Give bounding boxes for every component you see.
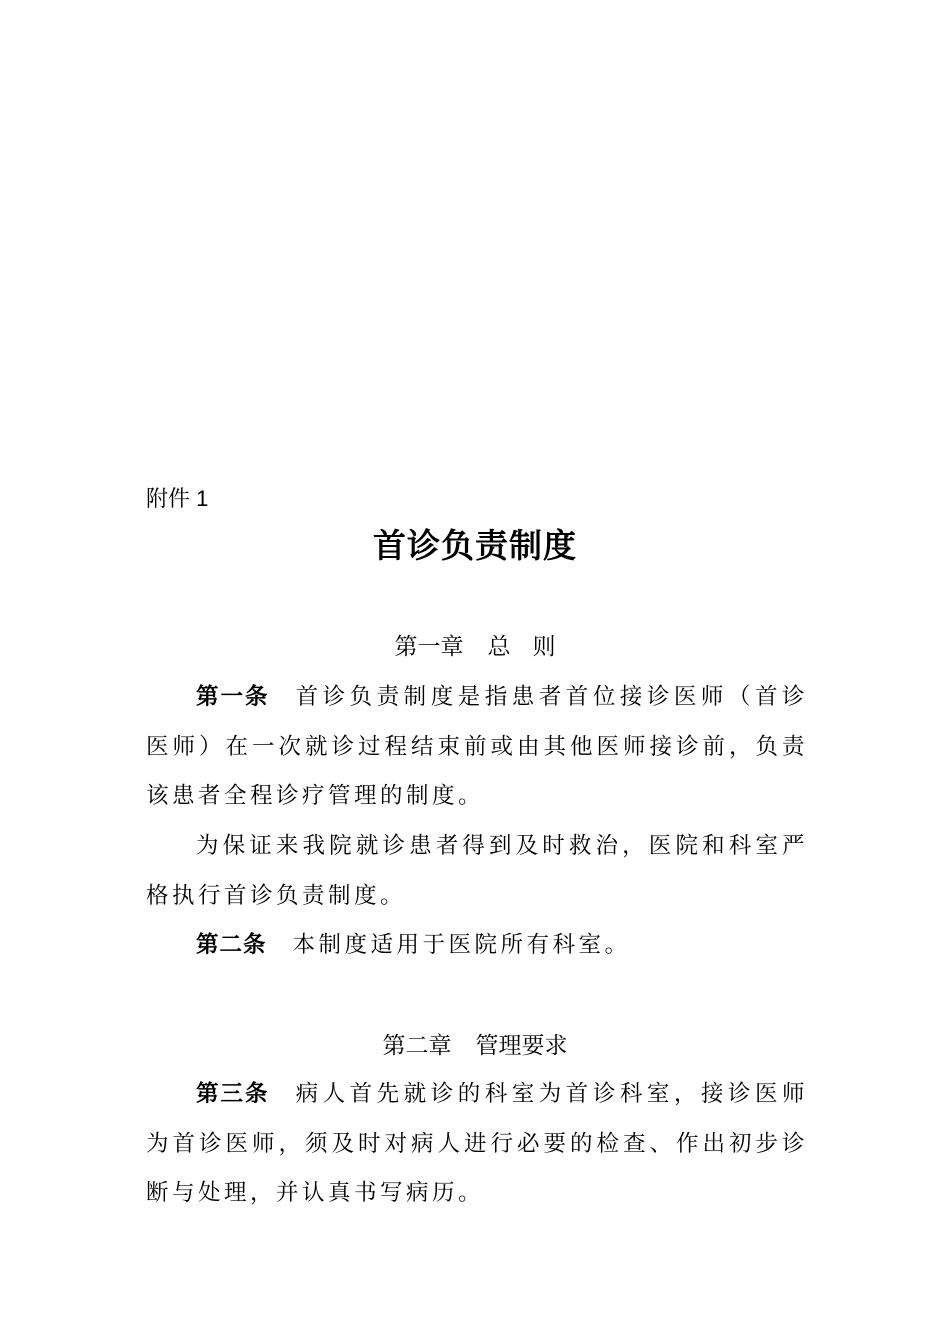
chapter-2-heading bbox=[0, 1030, 950, 1062]
article-3-paragraph bbox=[146, 1070, 808, 1219]
article-3-text: 病人首先就诊的科室为首诊科室，接诊医师为首诊医师，须及时对病人进行必要的检查、作出初步诊断与处理，并认真书写病历。 bbox=[146, 1081, 808, 1206]
chapter-1-title-char-2: 则 bbox=[532, 634, 556, 660]
article-2-number: 第二条 bbox=[196, 932, 267, 958]
article-3-number: 第三条 bbox=[196, 1081, 270, 1107]
chapter-1-heading bbox=[0, 631, 950, 663]
article-2-text: 本制度适用于医院所有科室。 bbox=[292, 932, 631, 958]
chapter-2-title: 管理要求 bbox=[475, 1033, 568, 1059]
article-1-text: 首诊负责制度是指患者首位接诊医师（首诊医师）在一次就诊过程结束前或由其他医师接诊前，负责该患者全程诊疗管理的制度。 bbox=[146, 684, 808, 809]
paragraph-guarantee: 为保证来我院就诊患者得到及时救治，医院和科室严格执行首诊负责制度。 bbox=[146, 833, 808, 909]
document-title: 首诊负责制度 bbox=[373, 526, 577, 565]
article-1-number: 第一条 bbox=[196, 684, 270, 710]
attachment-label: 附件 1 bbox=[146, 486, 209, 511]
chapter-1-number: 第一章 bbox=[394, 634, 464, 660]
article-2-paragraph bbox=[146, 921, 808, 971]
chapter-2-number: 第二章 bbox=[382, 1033, 452, 1059]
article-1-paragraph bbox=[146, 673, 808, 822]
chapter-1-title-char-1: 总 bbox=[487, 634, 511, 660]
